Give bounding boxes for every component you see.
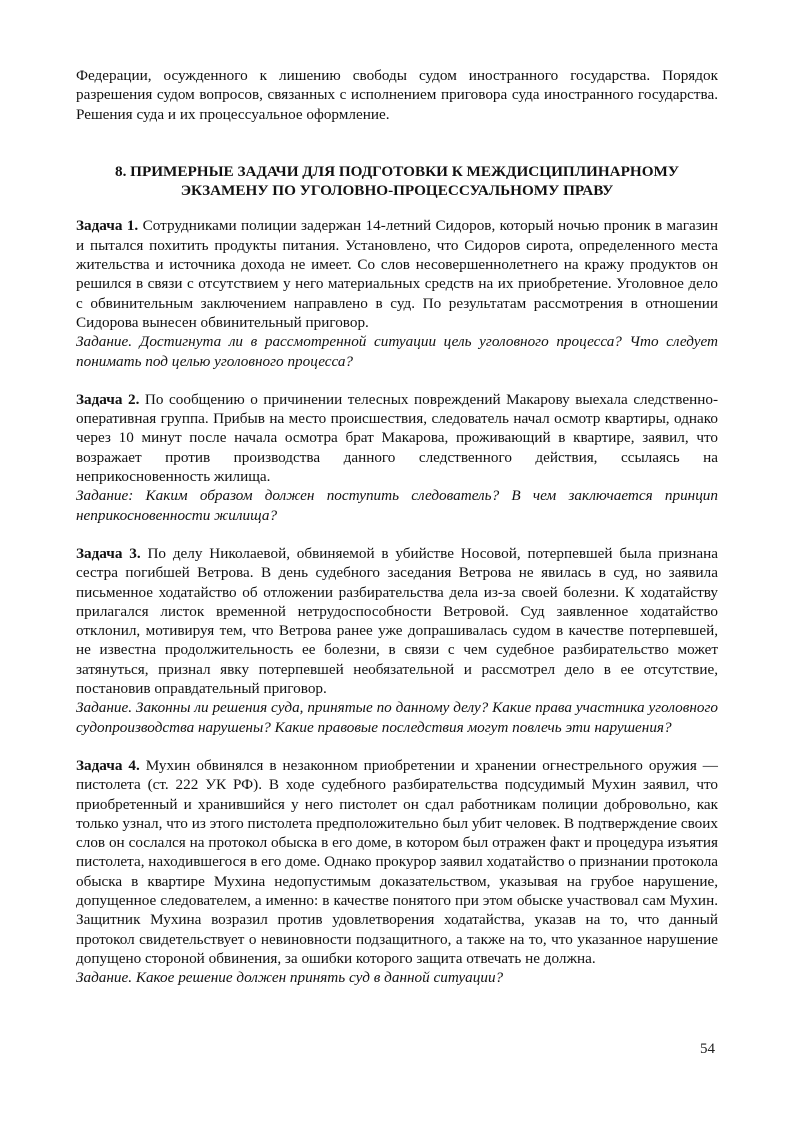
task-assignment: Задание: Каким образом должен поступить следователь? В чем заключается принцип неприкосновенности жилища?	[76, 487, 718, 524]
section-heading	[76, 162, 718, 201]
intro-paragraph: Федерации, осужденного к лишению свободы судом иностранного государства. Порядок разрешения судом вопросов, связанных с исполнением приговора суда иностранного государства. Решения суда и их процессуальное оформление.	[76, 67, 718, 123]
task-body	[76, 756, 718, 968]
task-label: Задача 2.	[76, 390, 140, 408]
task-body	[76, 544, 718, 698]
task-label: Задача 4.	[76, 756, 140, 774]
task-text: По делу Николаевой, обвиняемой в убийстве Носовой, потерпевшей была признана сестра погибшей Ветрова. В день судебного заседания Ветрова не явилась в суд, но заявила письменное ходатайство об отложении разбирательства дела из-за своей болезни. К ходатайству прилагался листок временной нетрудоспособности Ветровой. Суд заявленное ходатайство отклонил, мотивируя тем, что Ветрова ранее уже допрашивалась судом в качестве потерпевшей, не известна продолжительность ее болезни, в связи с чем судебное разбирательство может затянуться, признал явку потерпевшей необязательной и рассмотрел дело в ее отсутствие, постановив оправдательный приговор.	[76, 544, 719, 698]
section-heading-line-1: 8. ПРИМЕРНЫЕ ЗАДАЧИ ДЛЯ ПОДГОТОВКИ К МЕЖДИСЦИПЛИНАРНОМУ	[114, 162, 680, 180]
task-3	[76, 544, 718, 737]
task-2	[76, 390, 718, 525]
task-1	[76, 216, 718, 370]
task-text: Мухин обвинялся в незаконном приобретении и хранении огнестрельного оружия — пистолета (ст. 222 УК РФ). В ходе судебного разбирательства подсудимый Мухин заявил, что приобретенный и хранившийся у него пистолет он сдал работникам полиции добровольно, как только узнал, что из этого пистолета предположительно был убит человек. В подтверждение своих слов он сослался на протокол обыска в его доме, в котором был отражен факт и процедура изъятия пистолета, находившегося в его доме. Однако прокурор заявил ходатайство о признании протокола обыска в квартире Мухина недопустимым доказательством, указывая на грубое нарушение, допущенное следователем, а именно: в качестве понятого при этом обыске участвовал сам Мухин. Защитник Мухина возразил против удовлетворения ходатайства, указав на то, что данный протокол свидетельствует о невиновности подзащитного, а также на то, что указанное нарушение допущено стороной обвинения, за ошибки которого защита отвечать не должна.	[76, 756, 719, 967]
task-body	[76, 216, 718, 332]
task-4	[76, 756, 718, 988]
task-assignment: Задание. Законны ли решения суда, принятые по данному делу? Какие права участника уголовного судопроизводства нарушены? Какие правовые последствия могут повлечь эти нарушения?	[76, 699, 718, 736]
section-heading-line-2: ЭКЗАМЕНУ ПО УГОЛОВНО-ПРОЦЕССУАЛЬНОМУ ПРАВУ	[180, 182, 614, 200]
task-label: Задача 3.	[76, 544, 141, 562]
task-text: Сотрудниками полиции задержан 14-летний Сидоров, который ночью проник в магазин и пытался похитить продукты питания. Установлено, что Сидоров сирота, определенного места жительства и источника дохода не имеет. Со слов несовершеннолетнего на кражу продуктов он решился в связи с отсутствием у него материальных средств на их приобретение. Уголовное дело с обвинительным заключением направлено в суд. По результатам рассмотрения в отношении Сидорова вынесен обвинительный приговор.	[76, 217, 718, 331]
task-label: Задача 1.	[76, 217, 139, 235]
page-number: 54	[700, 1041, 715, 1057]
document-page	[76, 66, 718, 987]
task-assignment: Задание. Достигнута ли в рассмотренной ситуации цель уголовного процесса? Что следует понимать под целью уголовного процесса?	[76, 333, 718, 370]
task-assignment: Задание. Какое решение должен принять суд в данной ситуации?	[76, 969, 504, 987]
task-text: По сообщению о причинении телесных повреждений Макарову выехала следственно-оперативная группа. Прибыв на место происшествия, следователь начал осмотр квартиры, однако через 10 минут после начала осмотра брат Макарова, проживающий в квартире, заявил, что возражает против производства данного следственного действия, ссылаясь на неприкосновенность жилища.	[76, 390, 719, 486]
task-body	[76, 390, 718, 486]
